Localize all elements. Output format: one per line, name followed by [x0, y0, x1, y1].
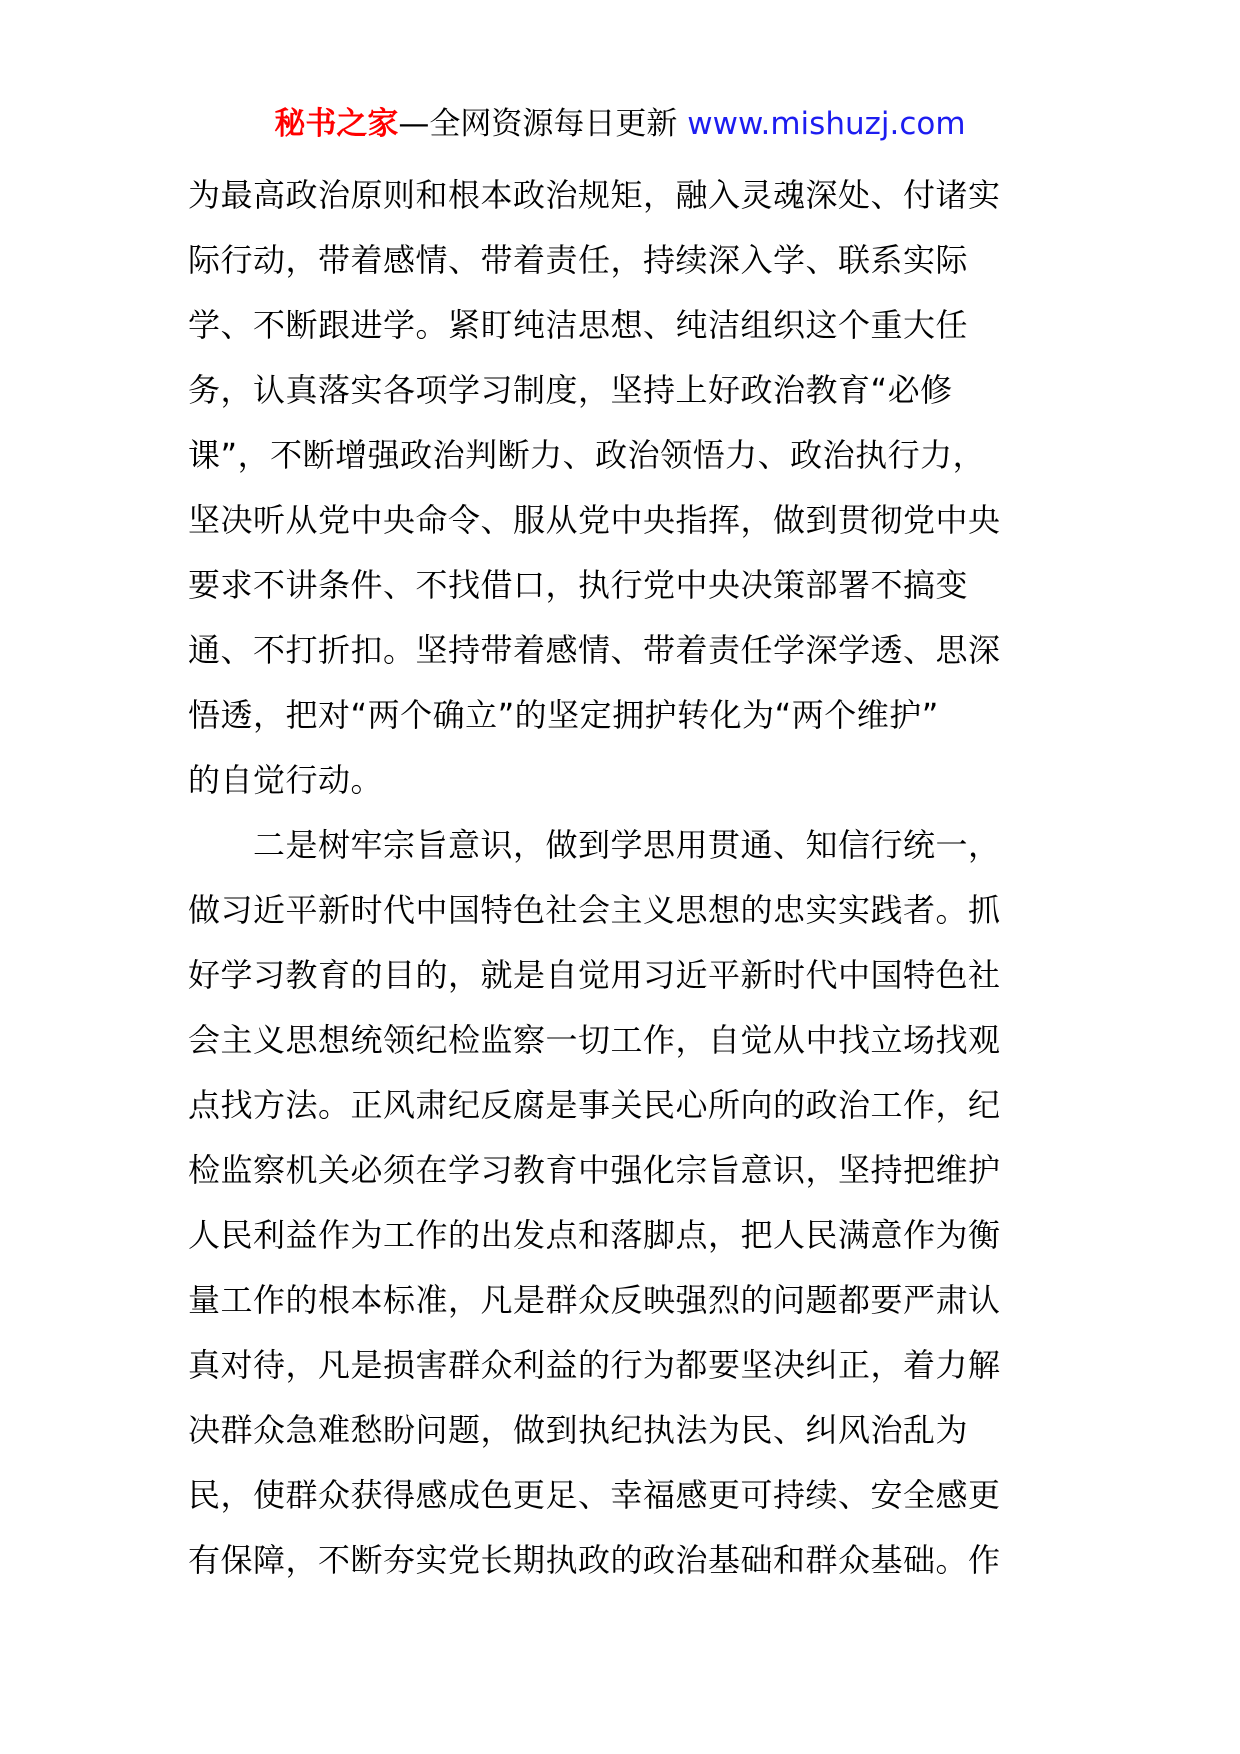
header-brand: 秘书之家: [274, 106, 399, 142]
text-line: 检监察机关必须在学习教育中强化宗旨意识，坚持把维护: [188, 1151, 1001, 1189]
text-line: 好学习教育的目的，就是自觉用习近平新时代中国特色社: [188, 956, 1001, 994]
text-line: 际行动，带着感情、带着责任，持续深入学、联系实际: [188, 241, 969, 279]
text-line: 通、不打折扣。坚持带着感情、带着责任学深学透、思深: [188, 631, 1001, 669]
text-line: 真对待，凡是损害群众利益的行为都要坚决纠正，着力解: [188, 1346, 1001, 1384]
text-line: 坚决听从党中央命令、服从党中央指挥，做到贯彻党中央: [188, 501, 1001, 539]
text-line: 课”，不断增强政治判断力、政治领悟力、政治执行力，: [188, 436, 986, 474]
text-line: 决群众急难愁盼问题，做到执纪执法为民、纠风治乱为: [188, 1411, 969, 1449]
text-line: 学、不断跟进学。紧盯纯洁思想、纯洁组织这个重大任: [188, 306, 969, 344]
text-line: 民，使群众获得感成色更足、幸福感更可持续、安全感更: [188, 1476, 1001, 1514]
text-line: 务，认真落实各项学习制度，坚持上好政治教育“必修: [188, 371, 953, 409]
text-line: 量工作的根本标准，凡是群众反映强烈的问题都要严肃认: [188, 1281, 1001, 1319]
text-line: 做习近平新时代中国特色社会主义思想的忠实实践者。抓: [188, 891, 1001, 929]
text-line: 会主义思想统领纪检监察一切工作，自觉从中找立场找观: [188, 1021, 1001, 1059]
text-line: 二是树牢宗旨意识，做到学思用贯通、知信行统一，: [188, 826, 1001, 864]
header-url[interactable]: www.mishuzj.com: [687, 106, 966, 142]
text-line: 人民利益作为工作的出发点和落脚点，把人民满意作为衡: [188, 1216, 1001, 1254]
body-text: [188, 163, 1056, 1593]
text-line: 为最高政治原则和根本政治规矩，融入灵魂深处、付诸实: [188, 176, 1001, 214]
text-line: 悟透，把对“两个确立”的坚定拥护转化为“两个维护”: [188, 696, 939, 734]
header-tagline: —全网资源每日更新: [398, 106, 688, 142]
text-line: 有保障，不断夯实党长期执政的政治基础和群众基础。作: [188, 1541, 1001, 1579]
text-line: 的自觉行动。: [188, 761, 384, 799]
text-line: 要求不讲条件、不找借口，执行党中央决策部署不搞变: [188, 566, 969, 604]
text-line: 点找方法。正风肃纪反腐是事关民心所向的政治工作，纪: [188, 1086, 1001, 1124]
page-header: [0, 100, 1240, 148]
